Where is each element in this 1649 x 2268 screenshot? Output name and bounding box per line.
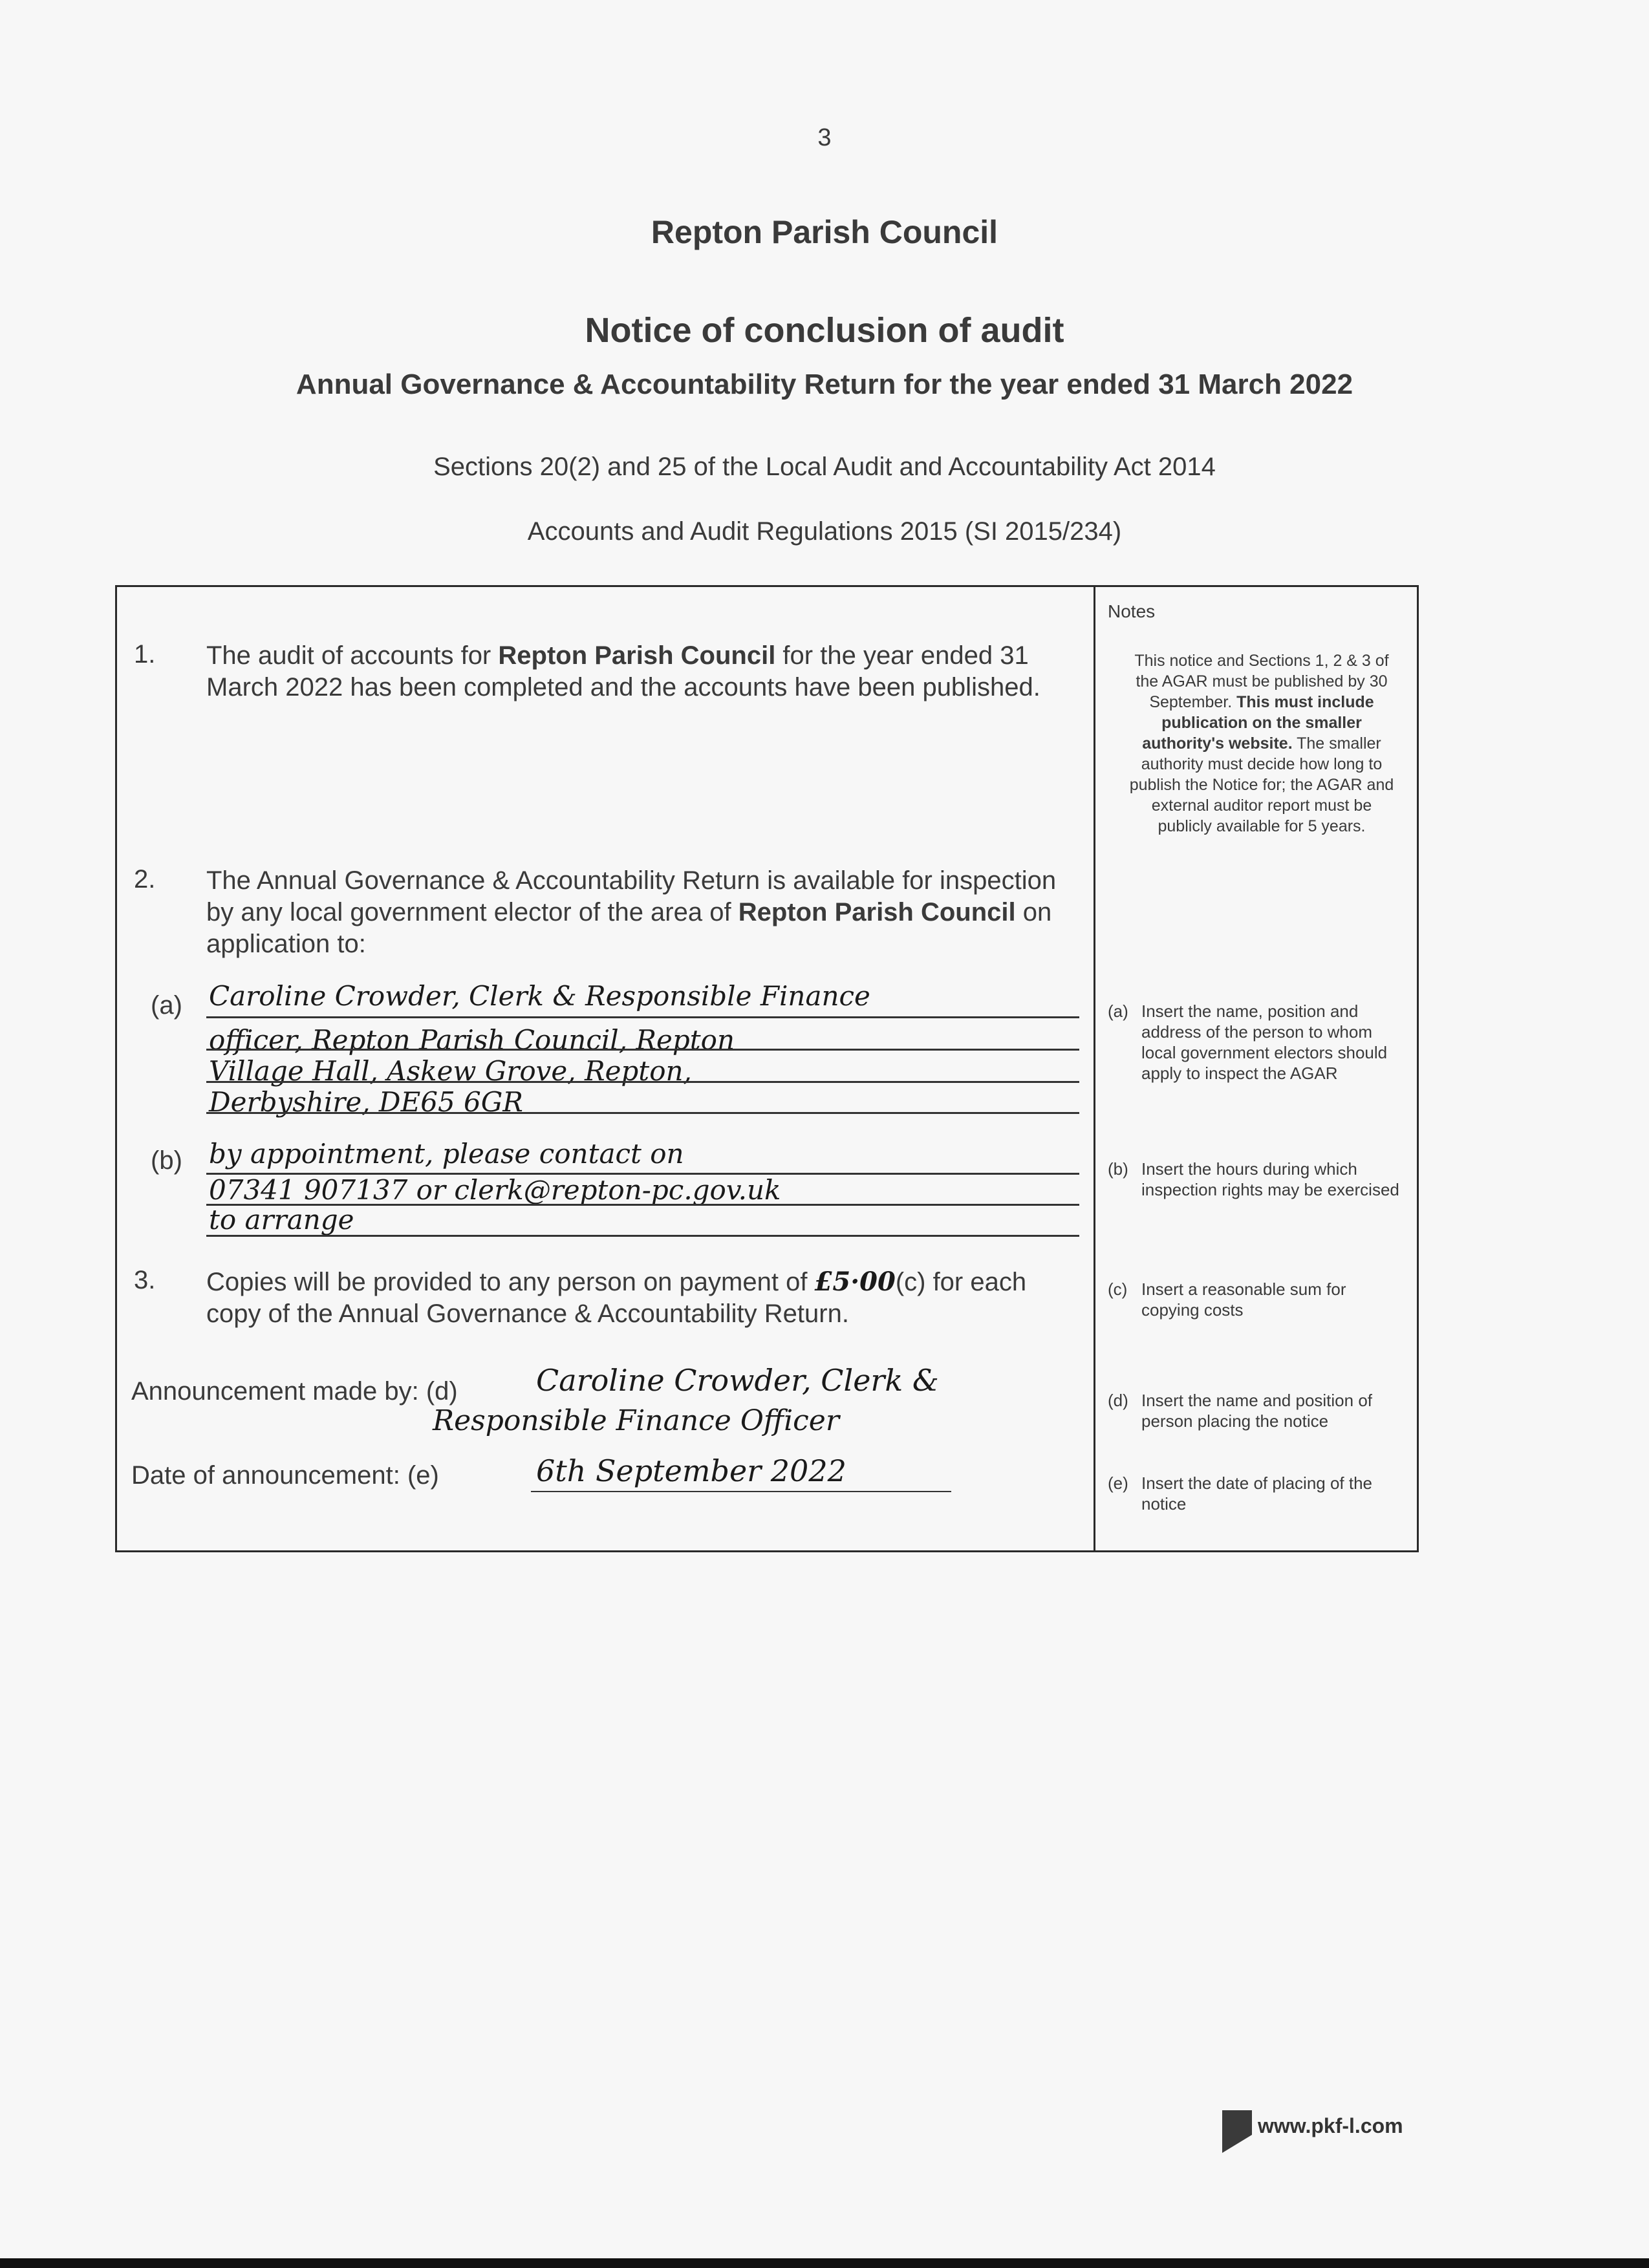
notes-main-after: The smaller authority must decide how long to publish the Notice for; the AGAR and external auditor report must be publicly available for 5 years. xyxy=(1129,734,1394,835)
announcement-made-by-line-1: Caroline Crowder, Clerk & xyxy=(536,1363,939,1398)
pkf-logo-icon xyxy=(1221,2109,1253,2154)
item-b-line-2: 07341 907137 or clerk@repton-pc.gov.uk xyxy=(209,1174,781,1206)
announcement-date-rule xyxy=(531,1491,951,1492)
item-1-council: Repton Parish Council xyxy=(498,641,776,670)
note-e-letter: (e) xyxy=(1108,1473,1128,1493)
item-a-rule-4 xyxy=(206,1112,1079,1114)
item-3-number: 3. xyxy=(134,1266,156,1294)
note-a-text: Insert the name, position and address of the person to whom local government electors should apply to inspect the AGAR xyxy=(1141,1001,1388,1083)
note-d-letter: (d) xyxy=(1108,1391,1128,1410)
item-2-number: 2. xyxy=(134,865,156,893)
item-a-rule-3 xyxy=(206,1081,1079,1083)
item-1-text-after: for the year ended 31 March 2022 has been completed and the accounts have been published. xyxy=(206,641,1040,701)
item-2-text-before: The Annual Governance & Accountability Return is available for inspection by any local government elector of the area of xyxy=(206,866,1057,926)
notes-main xyxy=(1126,650,1397,837)
column-divider xyxy=(1094,587,1095,1550)
item-1-text-before: The audit of accounts for xyxy=(206,641,499,670)
agar-title: Annual Governance & Accountability Return for the year ended 31 March 2022 xyxy=(296,369,1353,400)
notes-main-bold: This must include publication on the smaller authority's website. xyxy=(1142,693,1374,753)
notice-box xyxy=(115,585,1419,1552)
item-a-rule-2 xyxy=(206,1049,1079,1051)
note-c-letter: (c) xyxy=(1108,1279,1128,1299)
act-reference: Sections 20(2) and 25 of the Local Audit and Accountability Act 2014 xyxy=(433,453,1216,481)
item-3-text xyxy=(206,1266,1066,1330)
item-1-number: 1. xyxy=(134,640,156,669)
announcement-date-label: Date of announcement: (e) xyxy=(131,1461,439,1490)
item-a-line-2: officer, Repton Parish Council, Repton xyxy=(209,1024,735,1056)
item-3-text-before: Copies will be provided to any person on payment of xyxy=(206,1268,815,1296)
note-e-text: Insert the date of placing of the notice xyxy=(1141,1473,1373,1514)
item-2-text xyxy=(206,865,1066,960)
council-title: Repton Parish Council xyxy=(651,214,998,250)
note-e xyxy=(1108,1473,1405,1514)
announcement-made-by-line-2: Responsible Finance Officer xyxy=(433,1404,839,1437)
note-b-text: Insert the hours during which inspection rights may be exercised xyxy=(1141,1159,1399,1199)
note-a-letter: (a) xyxy=(1108,1001,1128,1021)
note-c xyxy=(1108,1279,1405,1320)
item-a-line-3: Village Hall, Askew Grove, Repton, xyxy=(209,1055,692,1087)
notice-title: Notice of conclusion of audit xyxy=(585,311,1064,350)
item-a-label: (a) xyxy=(151,991,182,1020)
item-b-line-1: by appointment, please contact on xyxy=(209,1138,684,1170)
note-a xyxy=(1108,1001,1405,1084)
item-b-label: (b) xyxy=(151,1146,182,1175)
notes-main-before: This notice and Sections 1, 2 & 3 of the AGAR must be published by 30 September. xyxy=(1134,652,1389,711)
item-b-rule-3 xyxy=(206,1235,1079,1237)
item-1-text xyxy=(206,640,1066,703)
note-c-text: Insert a reasonable sum for copying costs xyxy=(1141,1279,1346,1320)
item-b-line-3: to arrange xyxy=(209,1204,354,1236)
item-a-line-1: Caroline Crowder, Clerk & Responsible Finance xyxy=(209,980,870,1012)
item-3-amount: £5·00 xyxy=(814,1267,896,1297)
note-b-letter: (b) xyxy=(1108,1159,1128,1179)
note-b xyxy=(1108,1159,1405,1200)
notes-heading: Notes xyxy=(1108,601,1156,621)
announcement-date-value: 6th September 2022 xyxy=(536,1453,846,1488)
item-2-council: Repton Parish Council xyxy=(738,898,1016,926)
item-a-rule-1 xyxy=(206,1016,1079,1018)
item-3-text-after: (c) for each copy of the Annual Governance & Accountability Return. xyxy=(206,1268,1027,1328)
regulations-reference: Accounts and Audit Regulations 2015 (SI 2015/234) xyxy=(527,517,1122,546)
item-2-text-after: on application to: xyxy=(206,898,1052,958)
note-d xyxy=(1108,1390,1405,1431)
page-number: 3 xyxy=(817,124,832,151)
item-a-line-4: Derbyshire, DE65 6GR xyxy=(209,1086,523,1118)
footer-url: www.pkf-l.com xyxy=(1258,2114,1403,2137)
announcement-made-by-label: Announcement made by: (d) xyxy=(131,1377,458,1406)
note-d-text: Insert the name and position of person placing the notice xyxy=(1141,1391,1373,1431)
scan-edge xyxy=(0,2258,1649,2268)
